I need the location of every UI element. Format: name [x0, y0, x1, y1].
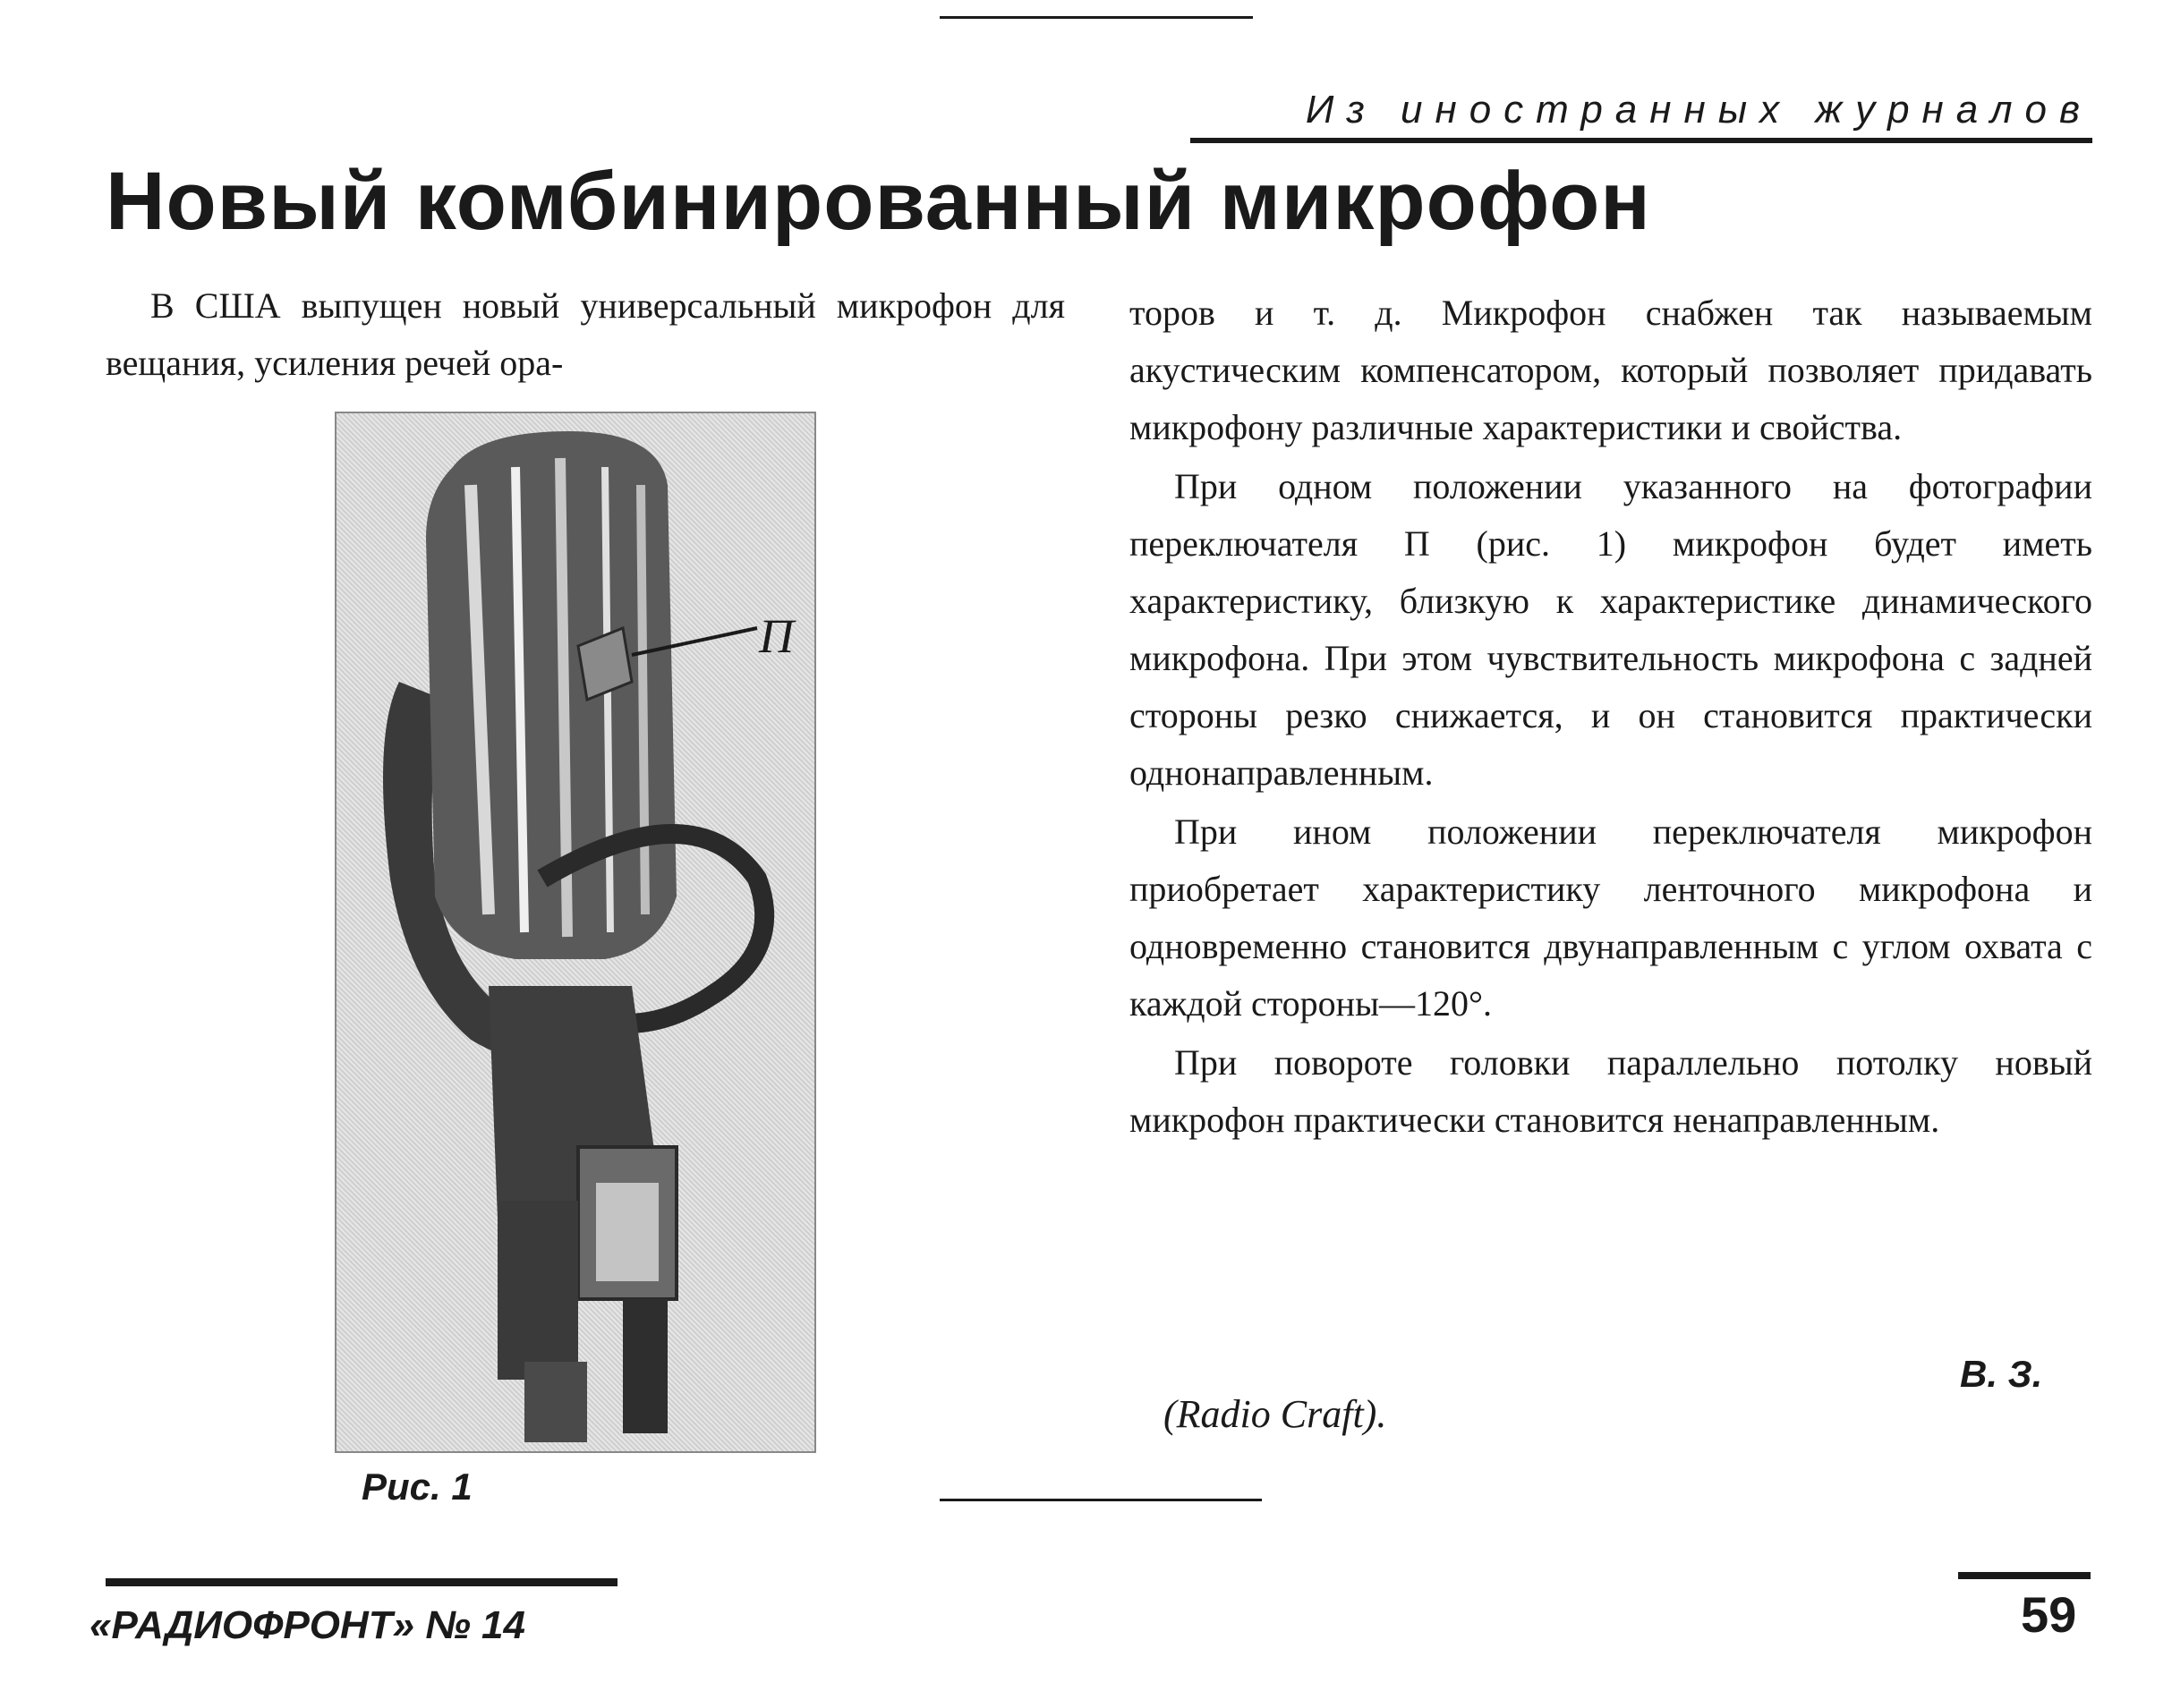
left-paragraph-1: В США выпущен новый универсальный микрофон для вещания, усиления речей ора-: [106, 285, 1065, 383]
page-number: 59: [2021, 1586, 2077, 1643]
microphone-photo: [335, 412, 816, 1453]
page-title: Новый комбинированный микрофон: [106, 156, 1651, 247]
left-column: [106, 277, 1065, 394]
end-divider: [940, 1499, 1262, 1501]
microphone-icon: [336, 413, 814, 1451]
right-paragraph-2: При одном положении указанного на фотографии переключателя П (рис. 1) микрофон будет иметь характеристику, близкую к характеристике динамического микрофона. При этом чувствительность микрофона с задней стороны резко снижается, и он становится практически однонаправленным.: [1129, 466, 2092, 793]
author-signature: В. З.: [1960, 1353, 2043, 1395]
source-citation: (Radio Craft).: [1163, 1392, 1387, 1436]
right-column: [1129, 285, 2092, 1151]
right-paragraph-1: торов и т. д. Микрофон снабжен так называемым акустическим компенсатором, который позволяет придавать микрофону различные характеристики и свойства.: [1129, 293, 2092, 447]
footer-journal-name: «РАДИОФРОНТ» № 14: [89, 1603, 525, 1647]
section-header: Из иностранных журналов: [1190, 82, 2092, 143]
right-paragraph-3: При ином положении переключателя микрофон приобретает характеристику ленточного микрофона и одновременно становится двунаправленным с углом охвата с каждой стороны—120°.: [1129, 812, 2092, 1024]
footer-rule-right: [1958, 1572, 2091, 1579]
switch-label: П: [759, 609, 794, 663]
footer-rule-left: [106, 1578, 618, 1586]
right-paragraph-4: При повороте головки параллельно потолку новый микрофон практически становится ненаправленным.: [1129, 1042, 2092, 1140]
top-divider: [940, 16, 1253, 19]
figure-caption: Рис. 1: [362, 1466, 473, 1508]
